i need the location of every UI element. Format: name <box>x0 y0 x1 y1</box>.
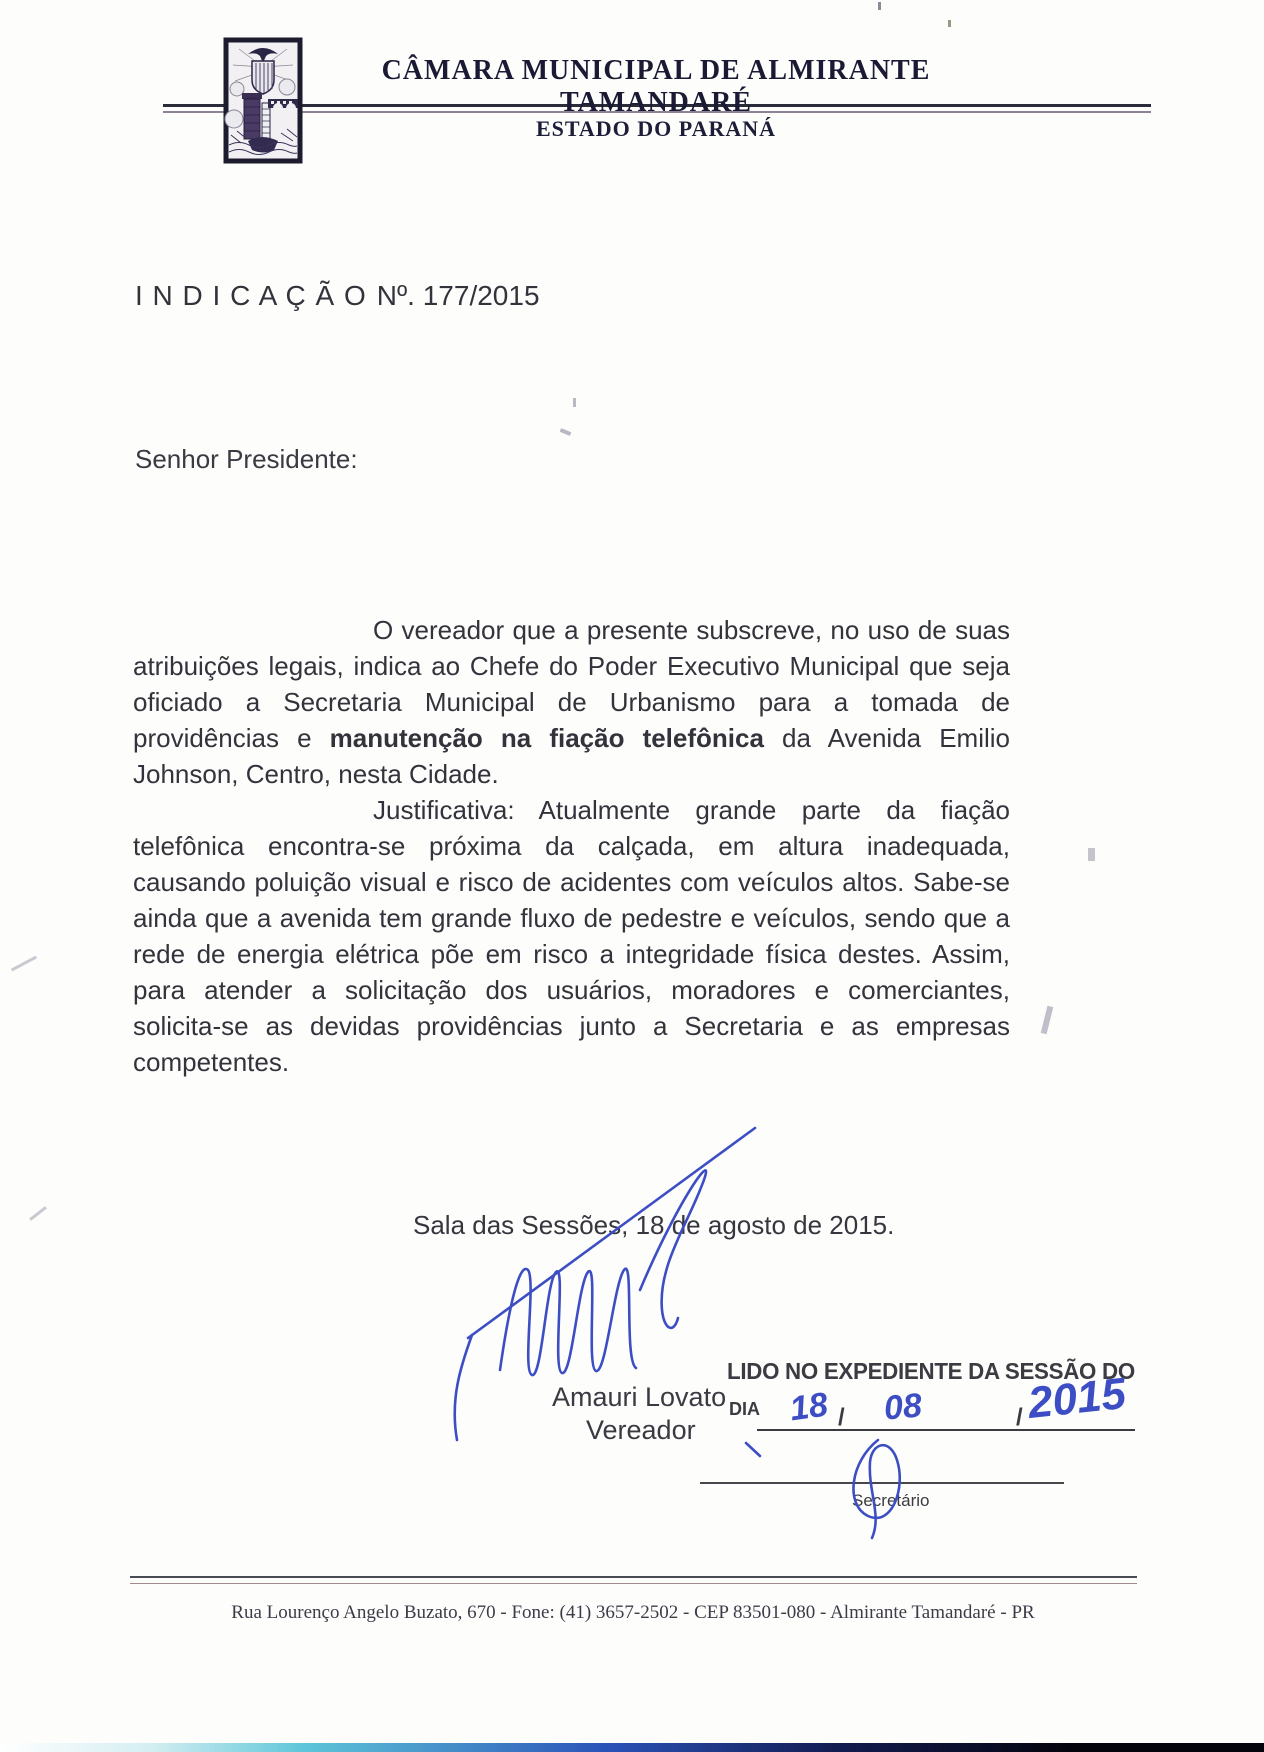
municipal-coat-of-arms-icon <box>223 37 303 164</box>
dateline: Sala das Sessões, 18 de agosto de 2015. <box>413 1210 895 1240</box>
state-name: ESTADO DO PARANÁ <box>535 116 777 141</box>
salutation: Senhor Presidente: <box>135 444 358 474</box>
stamp-separator: / <box>838 1404 845 1431</box>
footer-rule-top <box>130 1576 1137 1578</box>
vereador-signature-tail <box>455 1335 472 1440</box>
scan-artifact <box>948 20 951 27</box>
scanner-edge-bar <box>0 1743 1264 1752</box>
signer-role: Vereador <box>586 1415 696 1445</box>
vereador-signature-loop <box>640 1170 706 1328</box>
scan-artifact <box>878 2 881 10</box>
body-paragraph: O vereador que a presente subscreve, no uso de suas atribuições legais, indica ao Chefe do Poder Executivo Municipal que seja oficiado a Secretaria Municipal de Urbanismo para a tomada de providências e manutenção na fiação telefônica da Avenida Emilio Johnson, Centro, nesta Cidade. <box>133 615 1010 789</box>
footer-rule-bottom <box>130 1583 1137 1584</box>
stamp-fill-line <box>757 1429 1135 1431</box>
stamp-header: LIDO NO EXPEDIENTE DA SESSÃO DO <box>727 1358 1135 1384</box>
document-title-label: I N D I C A Ç Ã O <box>135 280 367 311</box>
handwritten-month: 08 <box>882 1386 924 1428</box>
handwritten-day: 18 <box>787 1385 831 1429</box>
secretary-signature-line <box>700 1482 1064 1484</box>
crest-shield <box>252 61 274 94</box>
scan-artifact <box>1041 1006 1054 1035</box>
ink-mark <box>746 1443 760 1456</box>
stamp-separator: / <box>1016 1404 1023 1431</box>
footer-address: Rua Lourenço Angelo Buzato, 670 - Fone: (41) 3657-2502 - CEP 83501-080 - Almirante Tamandaré - PR <box>231 1602 1035 1623</box>
stamp-day-label: DIA <box>729 1399 760 1419</box>
scan-artifact <box>11 956 37 972</box>
scan-artifact <box>560 428 572 436</box>
vereador-signature-scribble <box>500 1269 636 1375</box>
handwritten-year: 2015 <box>1025 1369 1129 1428</box>
org-name: CÂMARA MUNICIPAL DE ALMIRANTE TAMANDARÉ <box>381 55 931 118</box>
secretary-signature <box>853 1440 899 1538</box>
body-paragraph: Justificativa: Atualmente grande parte da fiação telefônica encontra-se próxima da calçada, em altura inadequada, causando poluição visual e risco de acidentes com veículos altos. Sabe-se ainda que a avenida tem grande fluxo de pedestre e veículos, sendo que a rede de energia elétrica põe em risco a integridade física destes. Assim, para atender a solicitação dos usuários, moradores e comerciantes, solicita-se as devidas providências junto a Secretaria e as empresas competentes. <box>133 795 1010 1077</box>
document-number: Nº. 177/2015 <box>376 280 540 311</box>
signer-name: Amauri Lovato <box>552 1382 727 1412</box>
document-title <box>135 280 540 312</box>
secretary-label: Secretário <box>852 1491 930 1510</box>
scan-artifact <box>29 1206 47 1221</box>
scan-artifact <box>573 398 576 407</box>
scan-artifact <box>1088 848 1095 861</box>
document-body <box>133 612 1010 1080</box>
